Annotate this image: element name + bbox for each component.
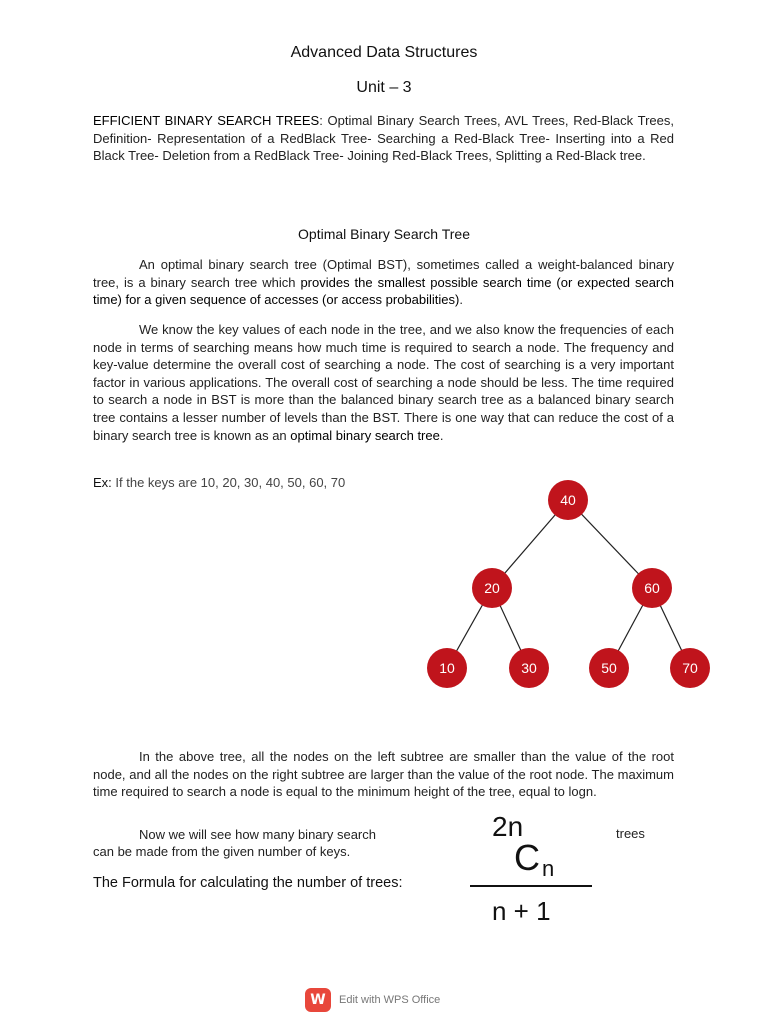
example-text: If the keys are 10, 20, 30, 40, 50, 60, 70 (115, 475, 346, 490)
intro-paragraph (93, 112, 674, 165)
node-label: 70 (682, 660, 698, 676)
example-label: Ex: (93, 475, 116, 490)
unit-heading: Unit – 3 (356, 79, 412, 96)
p2-text-c: . (439, 427, 444, 443)
p1-text-c: . (459, 292, 463, 308)
wps-logo-icon: W (305, 988, 331, 1012)
section-heading: Optimal Binary Search Tree (298, 226, 470, 242)
formula-label: The Formula for calculating the number of trees: (93, 875, 403, 891)
node-label: 40 (560, 492, 576, 508)
wps-footer-text: Edit with WPS Office (339, 994, 441, 1006)
tree-node-40 (548, 480, 588, 520)
p1-highlight: provides the smallest possible search time (or expected search time) for a given sequence of accesses (or access probabilities) (93, 274, 674, 308)
tree-node-20 (472, 568, 512, 608)
tree-node-60 (632, 568, 672, 608)
node-label: 30 (521, 660, 537, 676)
wps-footer[interactable] (305, 987, 440, 1013)
p1-text-a: An optimal binary search tree (Optimal BST), sometimes called a weight-balanced binary tree, is a binary search tree which (93, 257, 674, 290)
formula-comb-sub: n (542, 856, 555, 881)
node-label: 50 (601, 660, 617, 676)
tree-node-50 (589, 648, 629, 688)
p4-line2: can be made from the given number of keys. (93, 844, 351, 859)
tree-node-30 (509, 648, 549, 688)
paragraph-definition (93, 256, 674, 309)
example-line (93, 475, 345, 490)
p4-line1: Now we will see how many binary search (139, 827, 376, 842)
node-label: 20 (484, 580, 500, 596)
bst-diagram (420, 478, 720, 693)
node-label: 60 (644, 580, 660, 596)
paragraph-subtrees: In the above tree, all the nodes on the left subtree are smaller than the value of the root node, and all the nodes on the right subtree are larger than the value of the root node. The maximum time required to search a node is equal to the minimum height of the tree, equal to logn. (93, 749, 674, 800)
tree-node-10 (427, 648, 467, 688)
formula-comb: C (514, 837, 540, 878)
p4-line1-end: trees (616, 826, 645, 841)
intro-rest: : Optimal Binary Search Trees, AVL Trees, Red-Black Trees, Definition- Representation of a RedBlack Tree- Searching a Red-Black Tree- Inserting into a Red Black Tree- Deletion from a RedBlack Tree- Joining Red-Black Trees, Splitting a Red-Black tree. (93, 113, 674, 164)
p2-highlight: optimal binary search tree (290, 427, 440, 443)
tree-node-70 (670, 648, 710, 688)
p2-text-a: We know the key values of each node in the tree, and we also know the frequencies of each node in terms of searching means how much time is required to search a node. The frequency and key-value determine the overall cost of searching a node. The cost of searching is a very important factor in various applications. The overall cost of searching a node should be less. The time required to search a node in BST is more than the balanced binary search tree as a balanced binary search tree contains a lesser number of levels than the BST. There is one way that can reduce the cost of a binary search tree is known as an (93, 322, 674, 443)
node-label: 10 (439, 660, 455, 676)
paragraph-cost (93, 321, 674, 444)
formula-top: 2n (492, 811, 524, 842)
catalan-formula (468, 808, 598, 928)
paragraph-count-line1 (93, 826, 433, 844)
formula-bottom: n + 1 (492, 896, 551, 926)
intro-bold: EFFICIENT BINARY SEARCH TREES (93, 113, 320, 128)
document-title: Advanced Data Structures (290, 44, 478, 61)
